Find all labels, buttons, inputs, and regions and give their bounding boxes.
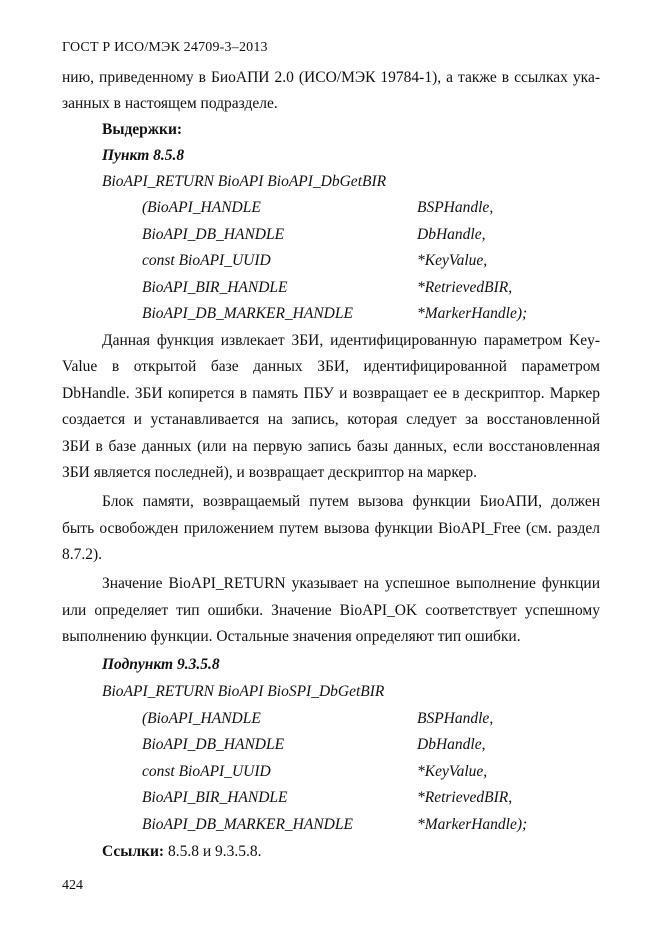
section-1-param-type: BioAPI_DB_HANDLE xyxy=(142,226,285,243)
document-header: ГОСТ Р ИСО/МЭК 24709-3–2013 xyxy=(62,40,268,55)
references-line xyxy=(102,842,600,862)
section-1-param-name: BSPHandle, xyxy=(417,199,494,216)
section-1-param-name: *KeyValue, xyxy=(417,252,488,269)
page-number: 424 xyxy=(62,878,83,893)
section-1-heading: Пункт 8.5.8 xyxy=(102,147,185,164)
extracts-label: Выдержки: xyxy=(102,121,183,138)
section-2-param-name: DbHandle, xyxy=(417,736,486,753)
para-1-line-6: ЗБИ является последней), и возвращает дескриптор на маркер. xyxy=(62,464,477,481)
intro-line-1: нию, приведенному в БиоАПИ 2.0 (ИСО/МЭК 19784-1), а также в ссылках ука- xyxy=(62,69,600,86)
section-1-param-type: (BioAPI_HANDLE xyxy=(142,199,261,216)
section-2-param-type: BioAPI_DB_HANDLE xyxy=(142,736,285,753)
section-2-param-type: const BioAPI_UUID xyxy=(142,763,271,780)
para-3-line-3: выполнению функции. Остальные значения определяют тип ошибки. xyxy=(62,628,521,645)
section-2-param-name: *RetrievedBIR, xyxy=(417,789,513,806)
section-1-signature: BioAPI_RETURN BioAPI BioAPI_DbGetBIR xyxy=(102,173,387,190)
references-label: Ссылки: xyxy=(102,843,165,860)
para-1-line-3: DbHandle. ЗБИ копирется в память ПБУ и возвращает ее в дескриптор. Маркер xyxy=(62,385,600,402)
para-1-line-1: Данная функция извлекает ЗБИ, идентифицированную параметром Key- xyxy=(102,332,600,349)
section-2-param-type: BioAPI_DB_MARKER_HANDLE xyxy=(142,816,353,833)
section-2-param-type: BioAPI_BIR_HANDLE xyxy=(142,789,288,806)
section-2-param-type: (BioAPI_HANDLE xyxy=(142,710,261,727)
section-2-param-name: BSPHandle, xyxy=(417,710,494,727)
section-1-param-name: *MarkerHandle); xyxy=(417,305,528,322)
para-3-line-2: или определяет тип ошибки. Значение BioAPI_OK соответствует успешному xyxy=(62,602,600,619)
para-1-line-5: ЗБИ в базе данных (или на первую запись базы данных, если восстановленная xyxy=(62,438,600,455)
section-1-param-name: *RetrievedBIR, xyxy=(417,279,513,296)
para-2-line-1: Блок памяти, возвращаемый путем вызова функции БиоАПИ, должен xyxy=(102,493,600,510)
document-page xyxy=(62,0,600,935)
section-1-param-type: const BioAPI_UUID xyxy=(142,252,271,269)
section-2-heading: Подпункт 9.3.5.8 xyxy=(102,656,220,673)
section-2-param-name: *MarkerHandle); xyxy=(417,816,528,833)
references-text: 8.5.8 и 9.3.5.8. xyxy=(164,843,262,860)
section-1-param-name: DbHandle, xyxy=(417,226,486,243)
para-1-line-4: создается и устанавливается на запись, которая следует за восстановленной xyxy=(62,411,600,428)
section-2-signature: BioAPI_RETURN BioAPI BioSPI_DbGetBIR xyxy=(102,683,385,700)
intro-line-2: занных в настоящем подразделе. xyxy=(62,95,278,112)
section-1-param-type: BioAPI_DB_MARKER_HANDLE xyxy=(142,305,353,322)
para-3-line-1: Значение BioAPI_RETURN указывает на успешное выполнение функции xyxy=(102,575,600,592)
section-2-param-name: *KeyValue, xyxy=(417,763,488,780)
para-1-line-2: Value в открытой базе данных ЗБИ, идентифицированной параметром xyxy=(62,358,600,375)
para-2-line-2: быть освобожден приложением путем вызова функции BioAPI_Free (см. раздел xyxy=(62,520,600,537)
section-1-param-type: BioAPI_BIR_HANDLE xyxy=(142,279,288,296)
para-2-line-3: 8.7.2). xyxy=(62,546,103,563)
